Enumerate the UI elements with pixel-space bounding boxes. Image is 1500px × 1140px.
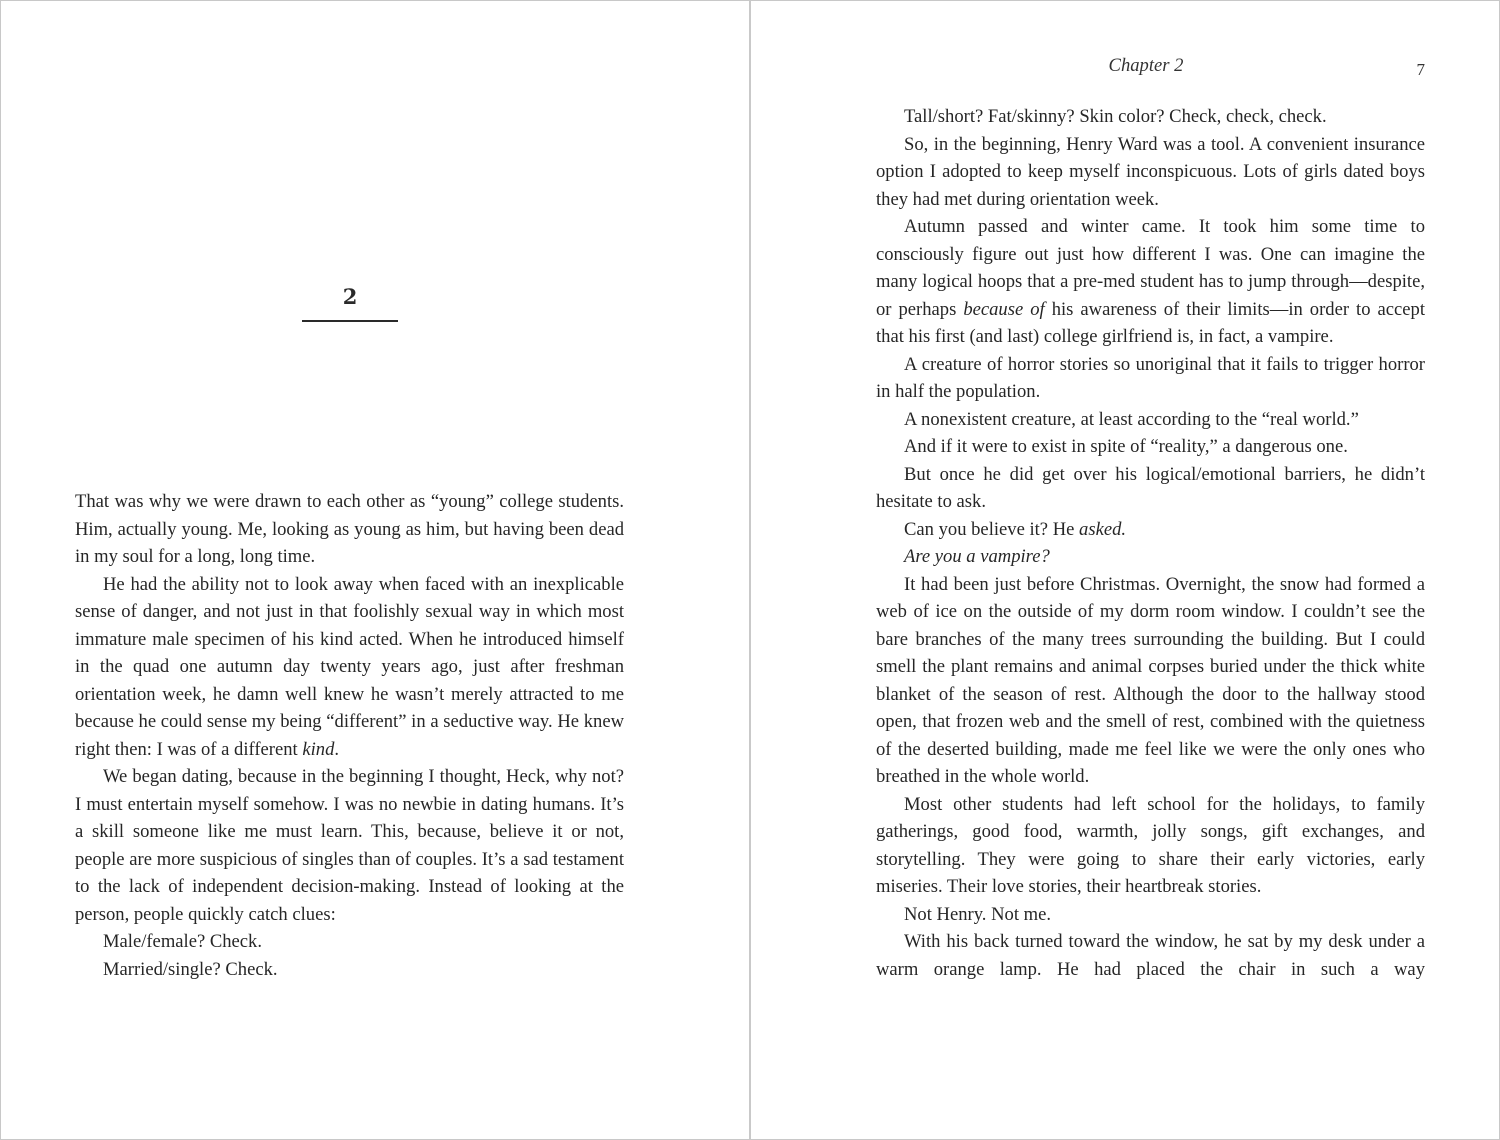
left-page-body bbox=[75, 488, 624, 983]
chapter-number: 2 bbox=[342, 284, 358, 309]
paragraph: Male/female? Check. bbox=[103, 931, 263, 952]
page-number: 7 bbox=[1416, 60, 1425, 79]
running-head: Chapter 2 bbox=[1108, 55, 1184, 76]
chapter-rule bbox=[302, 320, 398, 322]
paragraph: Not Henry. Not me. bbox=[904, 903, 1051, 925]
paragraph: Can you believe it? He asked. bbox=[904, 518, 1127, 540]
paragraph: A nonexistent creature, at least according to the “real world.” bbox=[904, 408, 1359, 430]
paragraph: But once he did get over his logical/emotional barriers, he didn’t hesitate to ask. bbox=[876, 463, 1425, 512]
paragraph: He had the ability not to look away when faced with an inexplicable sense of danger, and not just in that foolishly sexual way in which most immature male specimen of his kind acted. When he introduced himself in the quad one autumn day twenty years ago, just after freshman orientation week, he damn well knew he wasn’t merely attracted to me because he could sense my being “different” in a seductive way. He knew right then: I was of a different kind. bbox=[75, 573, 624, 760]
paragraph: Tall/short? Fat/skinny? Skin color? Check, check, check. bbox=[904, 106, 1327, 127]
paragraph: And if it were to exist in spite of “reality,” a dangerous one. bbox=[904, 436, 1348, 457]
paragraph: So, in the beginning, Henry Ward was a tool. A convenient insurance option I adopted to keep myself inconspicuous. Lots of girls dated boys they had met during orientation week. bbox=[876, 133, 1425, 210]
paragraph: Are you a vampire? bbox=[904, 546, 1050, 567]
paragraph: Married/single? Check. bbox=[103, 958, 278, 980]
paragraph: Most other students had left school for the holidays, to family gatherings, good food, warmth, jolly songs, gift exchanges, and storytelling. They were going to share their early victories, early miseries. Their love stories, their heartbreak stories. bbox=[876, 793, 1425, 897]
paragraph: That was why we were drawn to each other as “young” college students. Him, actually young. Me, looking as young as him, but having been dead in my soul for a long, long time. bbox=[75, 491, 624, 567]
paragraph: We began dating, because in the beginning I thought, Heck, why not? I must entertain myself somehow. I was no newbie in dating humans. It’s a skill someone like me must learn. This, because, believe it or not, people are more suspicious of singles than of couples. It’s a sad testament to the lack of independent decision-making. Instead of looking at the person, people quickly catch clues: bbox=[75, 766, 624, 925]
paragraph: A creature of horror stories so unoriginal that it fails to trigger horror in half the population. bbox=[876, 353, 1425, 402]
left-page bbox=[1, 1, 749, 1139]
paragraph: With his back turned toward the window, he sat by my desk under a warm orange lamp. He had placed the chair in such a way bbox=[876, 931, 1425, 980]
right-page-body bbox=[876, 103, 1425, 983]
paragraph: It had been just before Christmas. Overnight, the snow had formed a web of ice on the outside of my dorm room window. I couldn’t see the bare branches of the many trees surrounding the building. But I could smell the plant remains and animal corpses buried under the thick white blanket of the season of rest. Although the door to the hallway stood open, that frozen web and the smell of rest, combined with the quietness of the deserted building, made me feel like we were the only ones who breathed in the whole world. bbox=[876, 573, 1425, 787]
right-page bbox=[751, 1, 1499, 1139]
paragraph: Autumn passed and winter came. It took him some time to consciously figure out just how different I was. One can imagine the many logical hoops that a pre-med student has to jump through—despite, or perhaps because of his awareness of their limits—in order to accept that his first (and last) college girlfriend is, in fact, a vampire. bbox=[876, 216, 1425, 347]
